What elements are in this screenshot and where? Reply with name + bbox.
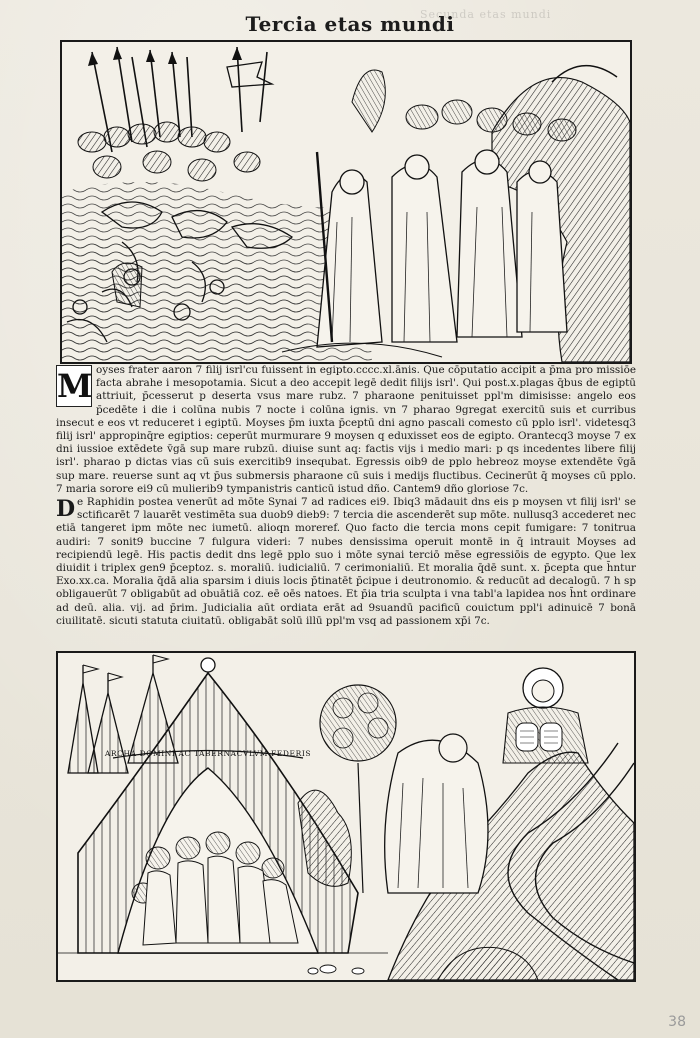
paragraph-text: e Raphidin postea venerūt ad mōte Synai 7 ad radices ei9. Ibiq3 mādauit dns eis p moysen vt filij isrl' se sctificarēt 7 lauarēt vestimēta sua duob9 dieb9: 7 tercia die ascenderēt sup mōte. nullusq3 accederet nec etiā tangeret ipm mōte nec iumetū. alioqn moreref. Quo facto die tercia mons cepit fumigare: 7 tonitrua audiri: 7 sonit9 buccine 7 fulgura videri: 7 nubes densissima operuit montē in q̄ intrauit Moyses ad recipiendū legē. His pactis dedit dns legē pplo suo i mōte synai terciō mēse egressiōis de egypto. Que lex diuidit i triplex gen9 p̄ceptoz. s. moraliū. iudicialiū. 7 cerimonialiū. Et moralia q̄dē sunt. x. p̄cepta que h̄ntur Exo.xx.ca. Moralia q̄dā alia sparsim i diuis locis p̄tinatēt p̄cipue i deutronomio. & reducūt ad decalogū. 7 h sp obligauerūt 7 obligabūt ad obuātiā coz. eē oēs natoes. Et p̄ia tria sculpta i vna tabl'a lapidea nos h̄nt ordinare ad deū. alia. vij. ad p̄rim. Judicialia aūt ordiata erāt ad 9suandū pacificū couictum ppl'i adinuicē 7 bonā ciuilitatē. sicuti statuta ciuitatū. obligabāt solū illū ppl'm vsq ad passionem xp̄i 7c. (56, 496, 636, 627)
woodcut-red-sea-crossing (60, 40, 632, 364)
tent-inscription: ARCHA DOMINI AC TABERNACVLVM FEDERIS (104, 749, 312, 758)
show-through-text: Secunda etas mundi (420, 8, 552, 21)
paragraph-mount-sinai (56, 496, 636, 628)
folio-pencil-mark: 38 (668, 1014, 686, 1030)
woodcut-tabernacle-sinai (56, 651, 636, 982)
initial-letter: D (56, 496, 76, 523)
paragraph-text: oyses frater aaron 7 filij isrl'cu fuissent in egipto.cccc.xl.ānis. Que cōputatio accipit a p̄ma pro missiōe facta abrahe i mesopotamia. Sicut a deo accepit legē dedit filijs isrl'. Qui post.x.plagas q̄bus de egiptū attriuit, p̄cesserut p deserta vsus mare rubz. 7 pharaone penituisset ppl'm dimisisse: angelo eos p̄cedēte i die i colūna nubis 7 nocte i colūna ignis. vn 7 pharao 9gregat exercitū suis et curribus insecut e eos vt reduceret i egiptū. Moyses p̄m iuxta p̄ceptū dni agno pascali comesto cū pplo isrl'. videtesq3 filij isrl' appropinq̄re egiptios: ceperūt murmurare 9 moysen q eduxisset eos de egipto. Orantecq3 moyse 7 ex dni iussioe extēdete v̄gā sup mare rubzū. diuise sunt aq: factis vijs i medio mari: p qs incedentes libere filij isrl'. pharao p dictas vias cū suis exercitib9 insequbat. Egressis oib9 de pplo hebreoz moyse extendēte v̄gā sup mare. reuerse sunt aq vt p̄us submersis pharaone cū suis i medijs fluctibus. Cecinerūt q̄ moyses cū pplo. 7 maria sorore ei9 cū mulierib9 tympanistris canticū istud dño. Cantem9 dño gloriose 7c. (56, 364, 636, 495)
paragraph-moses-red-sea (56, 364, 636, 496)
decorated-initial: M (57, 367, 93, 405)
running-head: Tercia etas mundi (245, 12, 455, 36)
woodcut-tabernacle-svg (58, 653, 634, 980)
body-text (56, 364, 636, 648)
woodcut-red-sea-svg (62, 42, 630, 362)
